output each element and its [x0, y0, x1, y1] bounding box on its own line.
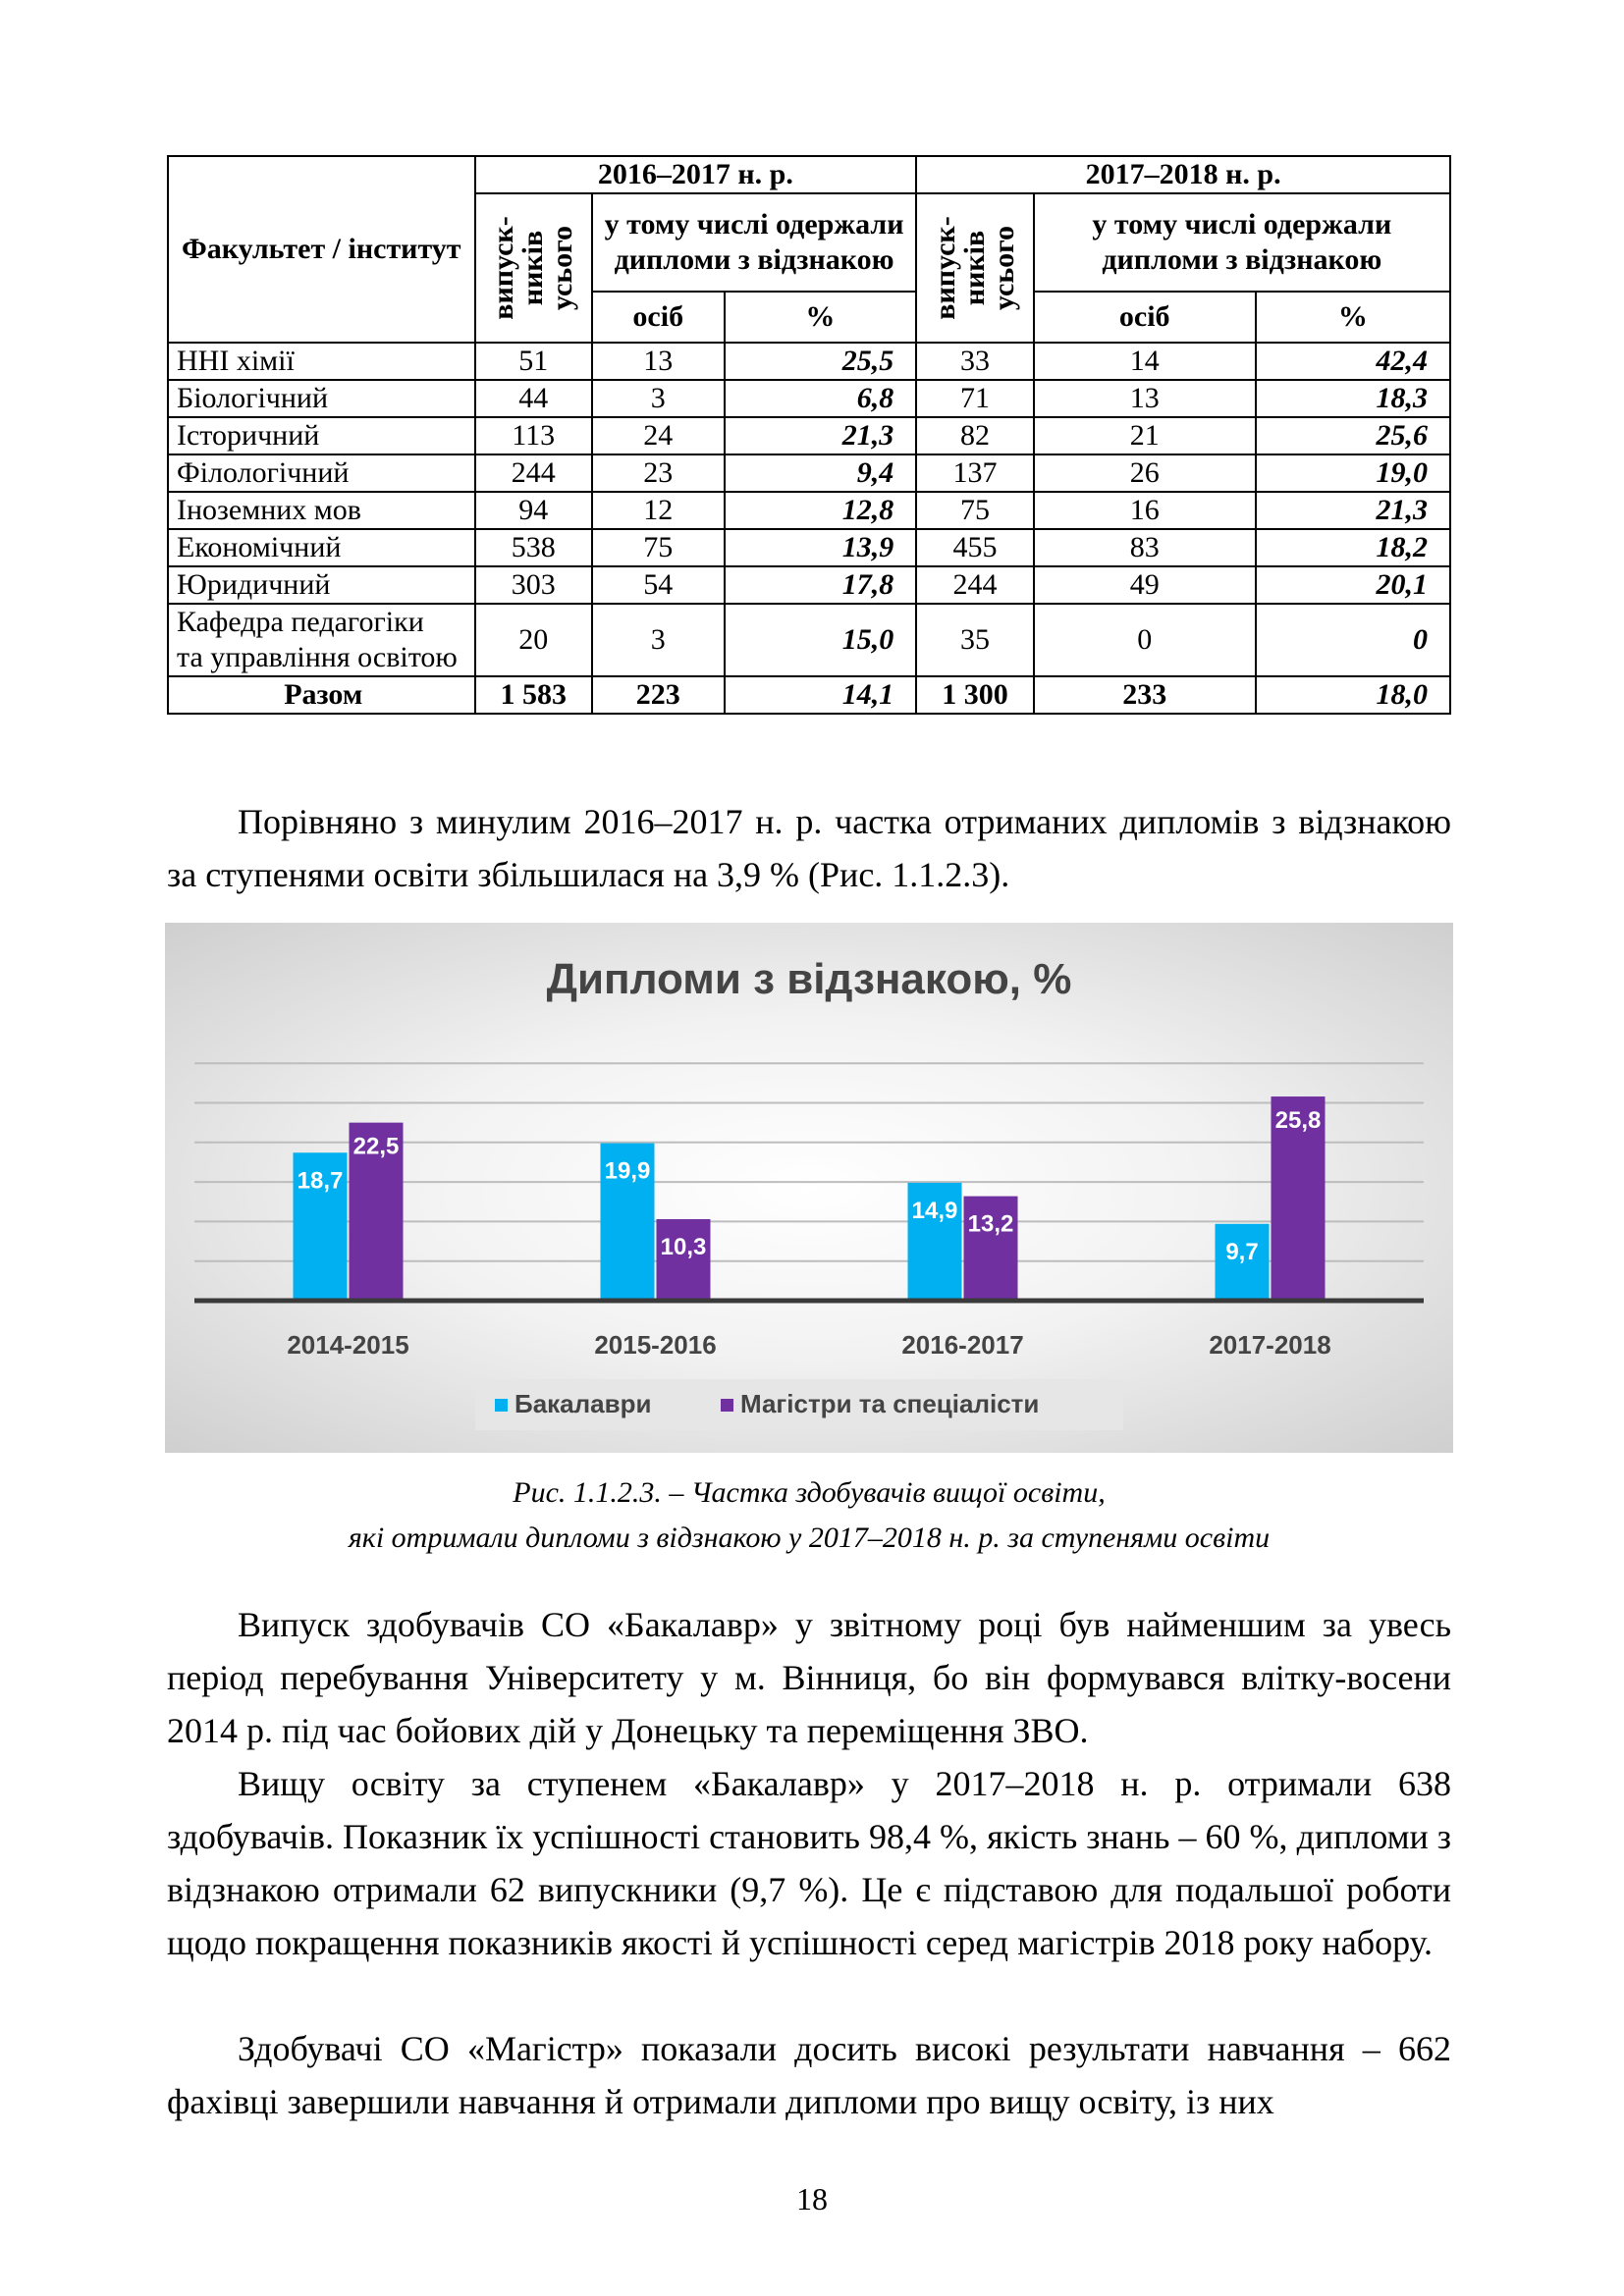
table-row — [168, 529, 1450, 566]
cell-t1: 94 — [475, 492, 592, 529]
paragraph-2: Випуск здобувачів СО «Бакалавр» у звітному році був найменшим за увесь період перебування Університету у м. Вінниця, бо він формувався влітку-восени 2014 р. під час бойових дій у Донецьку та переміщення ЗВО. — [167, 1605, 1451, 1750]
cell-p2: 21 — [1034, 417, 1256, 454]
total-p1: 223 — [592, 676, 725, 714]
year1-header: 2016–2017 н. р. — [475, 156, 917, 193]
cell-t2: 455 — [916, 529, 1033, 566]
data-label: 9,7 — [1225, 1238, 1259, 1265]
cell-p2: 26 — [1034, 454, 1256, 492]
legend-label: Магістри та спеціалісти — [740, 1389, 1040, 1418]
cell-p2: 49 — [1034, 566, 1256, 604]
cell-r1: 25,5 — [725, 343, 917, 380]
col-pct-header-2: % — [1256, 292, 1450, 343]
paragraph-3: Вищу освіту за ступенем «Бакалавр» у 2017–2018 н. р. отримали 638 здобувачів. Показник їх успішності становить 98,4 %, якість знань – 60 %, дипломи з відзнакою отримали 62 випускники (9,7 %). Це є підставою для подальшої роботи щодо покращення показників якості й успішності серед магістрів 2018 року набору. — [167, 1764, 1451, 1962]
cell-p2: 83 — [1034, 529, 1256, 566]
cell-p1: 23 — [592, 454, 725, 492]
data-label: 18,7 — [297, 1167, 344, 1195]
cell-t1: 538 — [475, 529, 592, 566]
x-tick-label: 2016-2017 — [901, 1330, 1024, 1360]
legend-label: Бакалаври — [514, 1389, 652, 1418]
table-row — [168, 380, 1450, 417]
col-honors-header-1: у тому числі одержали дипломи з відзнакою — [592, 193, 916, 292]
cell-p1: 3 — [592, 380, 725, 417]
data-label: 14,9 — [911, 1197, 958, 1224]
cell-name: Юридичний — [168, 566, 475, 604]
col-persons-header-1: осіб — [592, 292, 725, 343]
cell-p1: 12 — [592, 492, 725, 529]
cell-t1: 20 — [475, 604, 592, 676]
paragraph-4: Здобувачі СО «Магістр» показали досить високі результати навчання – 662 фахівці завершили навчання й отримали дипломи про вищу освіту, із них — [167, 2029, 1451, 2121]
cell-p1: 24 — [592, 417, 725, 454]
page-number: 18 — [796, 2181, 828, 2216]
col-faculty-header: Факультет / інститут — [168, 156, 475, 343]
year2-header: 2017–2018 н. р. — [916, 156, 1450, 193]
data-label: 25,8 — [1274, 1107, 1322, 1135]
caption-line-2: які отримали дипломи з відзнакою у 2017–2018 н. р. за ступенями освіти — [348, 1522, 1271, 1554]
honors-chart — [165, 923, 1453, 1453]
cell-t1: 113 — [475, 417, 592, 454]
data-label: 22,5 — [352, 1133, 400, 1160]
cell-t2: 244 — [916, 566, 1033, 604]
col-total-header-2: випуск- ників усього — [916, 193, 1033, 343]
cell-r1: 9,4 — [725, 454, 917, 492]
x-tick-label: 2014-2015 — [287, 1330, 409, 1360]
total-r2: 18,0 — [1256, 676, 1450, 714]
data-label: 19,9 — [604, 1157, 651, 1185]
cell-r1: 17,8 — [725, 566, 917, 604]
cell-p2: 13 — [1034, 380, 1256, 417]
cell-r2: 19,0 — [1256, 454, 1450, 492]
cell-p1: 3 — [592, 604, 725, 676]
cell-name: Кафедра педагогіки та управління освітою — [168, 604, 475, 676]
data-label: 10,3 — [660, 1233, 707, 1260]
cell-p1: 54 — [592, 566, 725, 604]
col-persons-header-2: осіб — [1034, 292, 1256, 343]
cell-t2: 137 — [916, 454, 1033, 492]
cell-p1: 13 — [592, 343, 725, 380]
total-label: Разом — [168, 676, 475, 714]
cell-t2: 75 — [916, 492, 1033, 529]
cell-t2: 71 — [916, 380, 1033, 417]
cell-p2: 14 — [1034, 343, 1256, 380]
legend-swatch-masters — [721, 1399, 733, 1412]
cell-name: ННІ хімії — [168, 343, 475, 380]
cell-name: Філологічний — [168, 454, 475, 492]
cell-t2: 82 — [916, 417, 1033, 454]
table-row — [168, 492, 1450, 529]
cell-r2: 18,3 — [1256, 380, 1450, 417]
figure-caption — [167, 1470, 1451, 1561]
table-row — [168, 604, 1450, 676]
cell-r1: 21,3 — [725, 417, 917, 454]
cell-r2: 21,3 — [1256, 492, 1450, 529]
total-t2: 1 300 — [916, 676, 1033, 714]
cell-r1: 13,9 — [725, 529, 917, 566]
cell-t1: 51 — [475, 343, 592, 380]
col-pct-header-1: % — [725, 292, 917, 343]
cell-r2: 42,4 — [1256, 343, 1450, 380]
cell-name: Біологічний — [168, 380, 475, 417]
chart-title: Дипломи з відзнакою, % — [546, 955, 1072, 1003]
cell-name: Економічний — [168, 529, 475, 566]
cell-r1: 12,8 — [725, 492, 917, 529]
graduates-table — [167, 155, 1451, 715]
cell-p1: 75 — [592, 529, 725, 566]
cell-t2: 33 — [916, 343, 1033, 380]
table-row — [168, 454, 1450, 492]
cell-r2: 20,1 — [1256, 566, 1450, 604]
cell-r2: 18,2 — [1256, 529, 1450, 566]
cell-p2: 0 — [1034, 604, 1256, 676]
cell-r2: 25,6 — [1256, 417, 1450, 454]
paragraph-1: Порівняно з минулим 2016–2017 н. р. частка отриманих дипломів з відзнакою за ступенями освіти збільшилася на 3,9 % (Рис. 1.1.2.3). — [167, 802, 1451, 894]
table-row-total — [168, 676, 1450, 714]
table-row — [168, 566, 1450, 604]
x-tick-label: 2015-2016 — [594, 1330, 717, 1360]
cell-r2: 0 — [1256, 604, 1450, 676]
cell-p2: 16 — [1034, 492, 1256, 529]
cell-r1: 6,8 — [725, 380, 917, 417]
cell-name: Іноземних мов — [168, 492, 475, 529]
cell-r1: 15,0 — [725, 604, 917, 676]
col-total-header-1: випуск- ників усього — [475, 193, 592, 343]
chart-svg — [165, 923, 1453, 1453]
x-tick-label: 2017-2018 — [1209, 1330, 1331, 1360]
legend-swatch-bachelors — [495, 1399, 508, 1412]
total-t1: 1 583 — [475, 676, 592, 714]
cell-t1: 44 — [475, 380, 592, 417]
total-p2: 233 — [1034, 676, 1256, 714]
table-row — [168, 343, 1450, 380]
data-label: 13,2 — [967, 1210, 1014, 1238]
total-r1: 14,1 — [725, 676, 917, 714]
cell-t1: 244 — [475, 454, 592, 492]
cell-t1: 303 — [475, 566, 592, 604]
col-honors-header-2: у тому числі одержали дипломи з відзнакою — [1034, 193, 1450, 292]
table-row — [168, 417, 1450, 454]
caption-line-1: Рис. 1.1.2.3. – Частка здобувачів вищої освіти, — [513, 1476, 1106, 1509]
cell-t2: 35 — [916, 604, 1033, 676]
cell-name: Історичний — [168, 417, 475, 454]
